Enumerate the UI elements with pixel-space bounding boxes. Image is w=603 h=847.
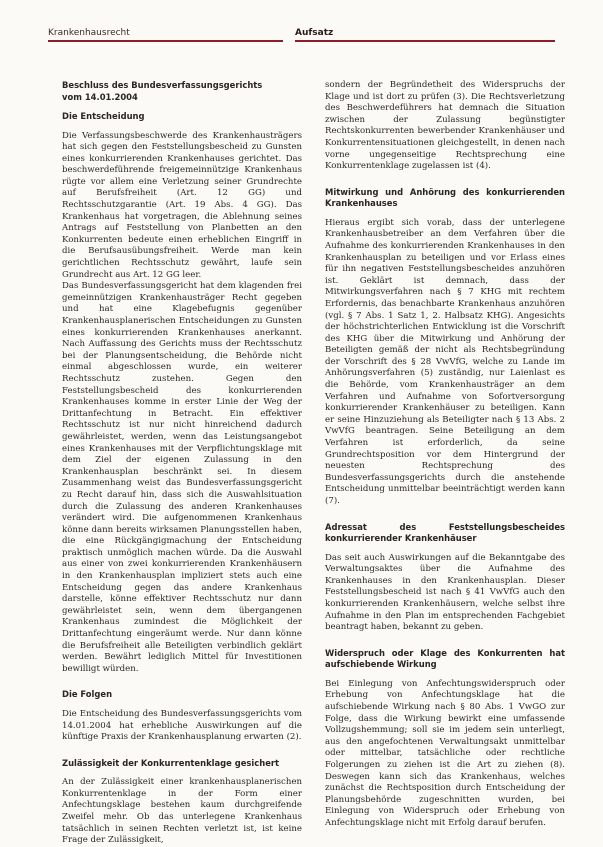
article-type-label: Aufsatz (295, 28, 555, 42)
article-title-line2: vom 14.01.2004 (62, 91, 138, 102)
paragraph: Hieraus ergibt sich vorab, dass der unterlegene Krankenhausbetreiber an dem Verfahren über die Aufnahme des konkurrierenden Krankenhauses in den Krankenhausplan zu beteiligen und vor Erlass eines für ihn negativen Feststellungsbescheides anzuhören ist. Geklärt ist demnach, dass der Mitwirkungsverfahren nach § 7 KHG mit rechtem Erfordernis, das benachbarte Krankenhaus anzuhören (vgl. § 7 Abs. 1 Satz 1, 2. Halbsatz KHG). Angesichts der höchstrichterlichen Entwicklung ist die Vorschrift des KHG über die Mitwirkung und Anhörung der Beteiligten gemäß der nicht als Rechtsbegründung der Vorschrift des § 28 VwVfG, welche zu Lande im Anhörungsverfahren (5) zuständig, nur Laienlast es die Behörde, vom Krankenhausträger an dem Verfahren und Aufnahme von Sofortversorgung konkurrierender Krankenhäuser zu beteiligen. Kann er seine Hinzuziehung als Beteiligter nach § 13 Abs. 2 VwVfG beantragen. Seine Beteiligung an dem Verfahren ist erforderlich, da seine Grundrechtsposition vor dem Hintergrund der neuesten Rechtsprechung des Bundesverfassungsgerichts durch die anstehende Entscheidung unmittelbar beeinträchtigt werden kann (7). (325, 217, 565, 506)
right-column (325, 80, 565, 829)
heading-folgen: Die Folgen (62, 689, 113, 700)
heading-widerspruch: Widerspruch oder Klage des Konkurrenten hat aufschiebende Wirkung (325, 647, 565, 670)
paragraph: Das seit auch Auswirkungen auf die Bekanntgabe des Verwaltungsaktes über die Aufnahme des Krankenhauses in den Krankenhausplan. Dieser Feststellungsbescheid ist nach § 41 VwVfG auch den konkurrierenden Krankenhäusern, welche selbst ihre Aufnahme in den Plan im entsprechenden Fachgebiet beantragt haben, bekannt zu geben. (325, 552, 565, 633)
heading-zulaessigkeit: Zulässigkeit der Konkurrentenklage gesichert (62, 757, 280, 768)
left-column (62, 80, 302, 847)
page-header (48, 28, 555, 42)
paragraph: Die Entscheidung des Bundesverfassungsgerichts vom 14.01.2004 hat erhebliche Auswirkungen auf die künftige Praxis der Krankenhausplanung erwarten (2). (62, 708, 302, 743)
paragraph: An der Zulässigkeit einer krankenhausplanerischen Konkurrentenklage in der Form einer Anfechtungsklage bestehen kaum durchgreifende Zweifel mehr. Ob das unterlegene Krankenhaus tatsächlich in seinen Rechten verletzt ist, ist keine Frage der Zulässigkeit, (62, 777, 302, 846)
heading-entscheidung: Die Entscheidung (62, 111, 145, 121)
paragraph: Das Bundesverfassungsgericht hat dem klagenden frei gemeinnützigen Krankenhausträger Recht gegeben und hat eine Klagebefugnis gegenüber Krankenhausplanerischen Entscheidungen zu Gunsten eines konkurrierenden Krankenhauses anerkannt. Nach Auffassung des Gerichts muss der Rechtsschutz bei der Planungsentscheidung, die Behörde nicht einmal abgeschlossen wurde, ein weiterer Rechtsschutz zustehen. Gegen den Feststellungsbescheid des konkurrierenden Krankenhauses komme in erster Linie der Weg der Drittanfechtung in Betracht. Ein effektiver Rechtsschutz ist nur nicht hinreichend dadurch gewährleistet, werden, wenn das Leistungsangebot eines Krankenhauses mit der Verpflichtungsklage mit dem Ziel der eigenen Zulassung in den Krankenhausplan beschränkt sei. In diesem Zusammenhang weist das Bundesverfassungsgericht zu Recht darauf hin, dass sich die Auswahlsituation durch die Zulassung des anderen Krankenhauses verändert wird. Die aufgenommenen Krankenhaus könne dann bereits wirksamen Planungsstellen haben, die eine Rückgängigmachung der Entscheidung praktisch unmöglich machen würde. Da die Auswahl aus einer von zwei konkurrierenden Krankenhäusern in den Krankenhausplan impliziert stets auch eine Entscheidung gegen das andere Krankenhaus darstelle, könne effektiver Rechtsschutz nur dann gewährleistet sein, wenn dem übergangenen Krankenhaus zumindest die Möglichkeit der Drittanfechtung eingeräumt werde. Nur dann könne die Berufsfreiheit alle Beteiligten verbindlich geklärt werden. Bewährt lediglich Mittel für Investitionen bewilligt würden. (62, 281, 302, 674)
paragraph: Bei Einlegung von Anfechtungswiderspruch oder Erhebung von Anfechtungsklage hat die aufschiebende Wirkung nach § 80 Abs. 1 VwGO zur Folge, dass die Wirkung bewirkt eine umfassende Vollzugshemmung; soll sie im jedem sein unterliegt, aus den angefochtenen Verwaltungsakt unmittelbar oder mittelbar, tatsächliche oder rechtliche Folgerungen zu ziehen ist die Art zu ziehen (8). Deswegen kann sich das Krankenhaus, welches zunächst die Rechtsposition durch Entscheidung der Planungsbehörde zugeschnitten wurden, bei Einlegung von Widerspruch oder Erhebung von Anfechtungsklage nicht mit Erfolg darauf berufen. (325, 678, 565, 828)
paragraph: Die Verfassungsbeschwerde des Krankenhausträgers hat sich gegen den Feststellungsbescheid zu Gunsten eines konkurrierenden Krankenhauses gerichtet. Das beschwerdeführende freigemeinnützige Krankenhaus rügte vor allem eine Verletzung seiner Grundrechte auf Berufsfreiheit (Art. 12 GG) und Rechtsschutzgarantie (Art. 19 Abs. 4 GG). Das Krankenhaus hat vorgetragen, die Ablehnung seines Antrags auf Feststellung von Planbetten an den Konkurrenten bedeute einen erheblichen Eingriff in die Berufsausübungsfreiheit. Werde man kein gerichtlichen Rechtsschutz gewährt, laufe sein Grundrecht aus Art. 12 GG leer. (62, 130, 302, 280)
article-title-line1: Beschluss des Bundesverfassungsgerichts (62, 80, 263, 90)
paragraph: sondern der Begründetheit des Widerspruchs der Klage und ist dort zu prüfen (3). Die Rechtsverletzung des Beschwerdeführers hat demnach die Situation zwischen der Zulassung begünstigter Rechtskonkurrenten bewerbender Krankenhäuser und Konkurrentensituationen gleichgestellt, in denen nach vorne ungegenseitige Rechtsprechung eine Konkurrentenklage zugelassen ist (4). (325, 80, 565, 172)
section-label: Krankenhausrecht (48, 28, 283, 42)
heading-adressat: Adressat des Feststellungsbescheides konkurrierender Krankenhäuser (325, 521, 565, 544)
heading-mitwirkung: Mitwirkung und Anhörung des konkurrierenden Krankenhauses (325, 186, 565, 209)
